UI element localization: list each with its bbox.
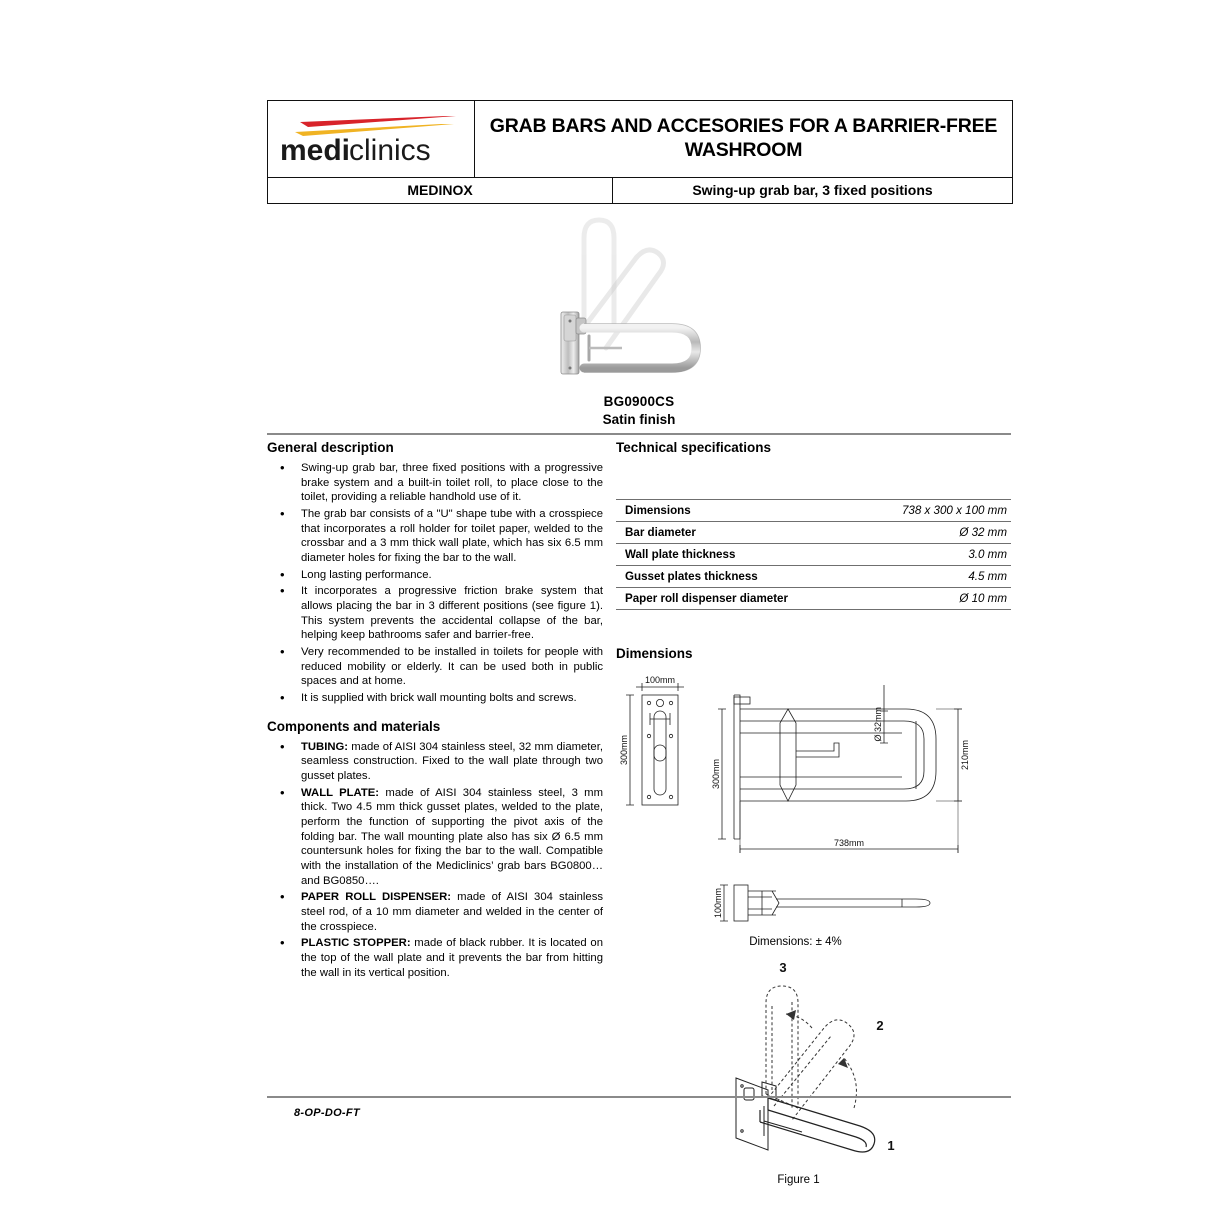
dim-plate-width: 100mm (644, 675, 676, 685)
list-item (267, 786, 603, 889)
list-item: • The grab bar consists of a "U" shape tube with a crosspiece that incorporates a roll holder for toilet paper, welded to the crossbar and a 3 mm thick wall plate, which has six 6.5 mm diameter holes for fixing the bar to the wall. (267, 507, 603, 566)
product-block (267, 204, 1011, 427)
header-title-cell (475, 101, 1012, 177)
dimension-drawings (616, 667, 1011, 934)
document-title: GRAB BARS AND ACCESORIES FOR A BARRIER-FREE WASHROOM (489, 115, 998, 161)
product-code: BG0900CS (603, 394, 675, 409)
drawing-elevation-views (616, 667, 1011, 872)
section-divider-top (267, 433, 1011, 435)
components-list (267, 740, 603, 981)
figure-1-drawing (616, 958, 1011, 1173)
general-description-heading: General description (267, 440, 394, 455)
list-item: • Very recommended to be installed in toilets for people with reduced mobility or elderly. It can be used both in public spaces and at home. (267, 645, 603, 689)
brand-name: MEDINOX (268, 178, 613, 203)
technical-specifications-table (616, 499, 1011, 610)
spec-value: 4.5 mm (968, 570, 1007, 583)
component-label: PAPER ROLL DISPENSER: (301, 891, 451, 904)
component-label: PLASTIC STOPPER: (301, 937, 411, 950)
header-top-row (268, 101, 1012, 177)
left-column (267, 440, 611, 1186)
list-item: • It is supplied with brick wall mounting bolts and screws. (267, 691, 603, 706)
mediclinics-logo (278, 110, 464, 166)
list-item (267, 936, 603, 980)
table-row (616, 588, 1011, 610)
product-subtitle: Swing-up grab bar, 3 fixed positions (692, 182, 933, 198)
spec-label: Paper roll dispenser diameter (625, 592, 789, 605)
dim-bar-return: 210mm (960, 739, 970, 771)
svg-text:clinics: clinics (349, 134, 431, 166)
header-bottom-row (268, 177, 1012, 203)
spec-value: 738 x 300 x 100 mm (901, 504, 1007, 517)
product-finish: Satin finish (602, 412, 676, 427)
figure-position-2-label: 2 (876, 1018, 884, 1033)
table-row (616, 544, 1011, 566)
logo-cell (268, 101, 475, 177)
component-text: made of AISI 304 stainless steel rod, of a 10 mm diameter and welded in the center of the crosspiece. (301, 891, 603, 933)
component-label: WALL PLATE: (301, 786, 380, 799)
spec-label: Bar diameter (625, 526, 696, 539)
technical-specifications-heading: Technical specifications (616, 440, 772, 455)
document-page (267, 100, 1011, 1186)
spec-label: Dimensions (625, 504, 691, 517)
list-item: • Swing-up grab bar, three fixed positions with a progressive brake system and a built-in toilet roll, to place close to the toilet, providing a reliable handhold use of it. (267, 461, 603, 505)
footer-document-code: 8-OP-DO-FT (294, 1107, 360, 1119)
figure-1-caption: Figure 1 (777, 1174, 820, 1186)
spec-label: Wall plate thickness (625, 548, 736, 561)
components-heading: Components and materials (267, 718, 441, 734)
dimension-tolerance-note: Dimensions: ± 4% (749, 936, 842, 948)
list-item: • It incorporates a progressive friction brake system that allows placing the bar in 3 different positions (see figure 1). This system prevents the accidental collapse of the bar, helping keep bathrooms safer and barrier-free. (267, 584, 603, 643)
footer-divider (267, 1096, 1011, 1098)
spec-label: Gusset plates thickness (625, 570, 758, 583)
spec-value: 3.0 mm (968, 548, 1007, 561)
component-label: TUBING: (301, 740, 349, 753)
table-row (616, 500, 1011, 522)
spec-value: Ø 10 mm (959, 592, 1007, 605)
component-text: made of AISI 304 stainless steel, 32 mm diameter, seamless construction. Fixed to the wall plate through two gusset plates. (301, 740, 603, 783)
figure-position-1-label: 1 (887, 1138, 895, 1153)
figure-position-3-label: 3 (779, 960, 787, 975)
product-photo (544, 208, 734, 393)
dim-side-height: 300mm (711, 758, 721, 790)
general-description-list (267, 461, 603, 706)
list-item (267, 890, 603, 934)
dim-plate-height: 300mm (619, 734, 629, 766)
content-columns (267, 440, 1011, 1186)
list-item (267, 740, 603, 784)
dim-bar-length: 738mm (833, 838, 865, 848)
list-item: • Long lasting performance. (267, 568, 603, 583)
right-column (611, 440, 1011, 1186)
header-table (267, 100, 1013, 204)
svg-text:medi: medi (280, 134, 351, 166)
table-row (616, 522, 1011, 544)
figure-1-block (616, 958, 1011, 1186)
spec-value: Ø 32 mm (959, 526, 1007, 539)
dim-bar-diameter: Ø 32mm (873, 707, 883, 742)
component-text: made of AISI 304 stainless steel, 3 mm thick. Two 4.5 mm thick gusset plates, welded to the plate, perform the function of supporting the pivot axis of the folding bar. The wall mounting plate also has six Ø 6.5 mm countersunk holes for fixing the bar to the wall. Compatible with the installation of the Mediclinics’ grab bars BG0800… and BG0850…. (301, 786, 603, 887)
dimensions-heading: Dimensions (616, 646, 693, 661)
table-row (616, 566, 1011, 588)
drawing-top-view (616, 877, 1011, 929)
dim-top-depth: 100mm (713, 887, 723, 919)
component-text: made of black rubber. It is located on the top of the wall plate and it prevents the bar from hitting the wall in its vertical position. (301, 937, 603, 979)
